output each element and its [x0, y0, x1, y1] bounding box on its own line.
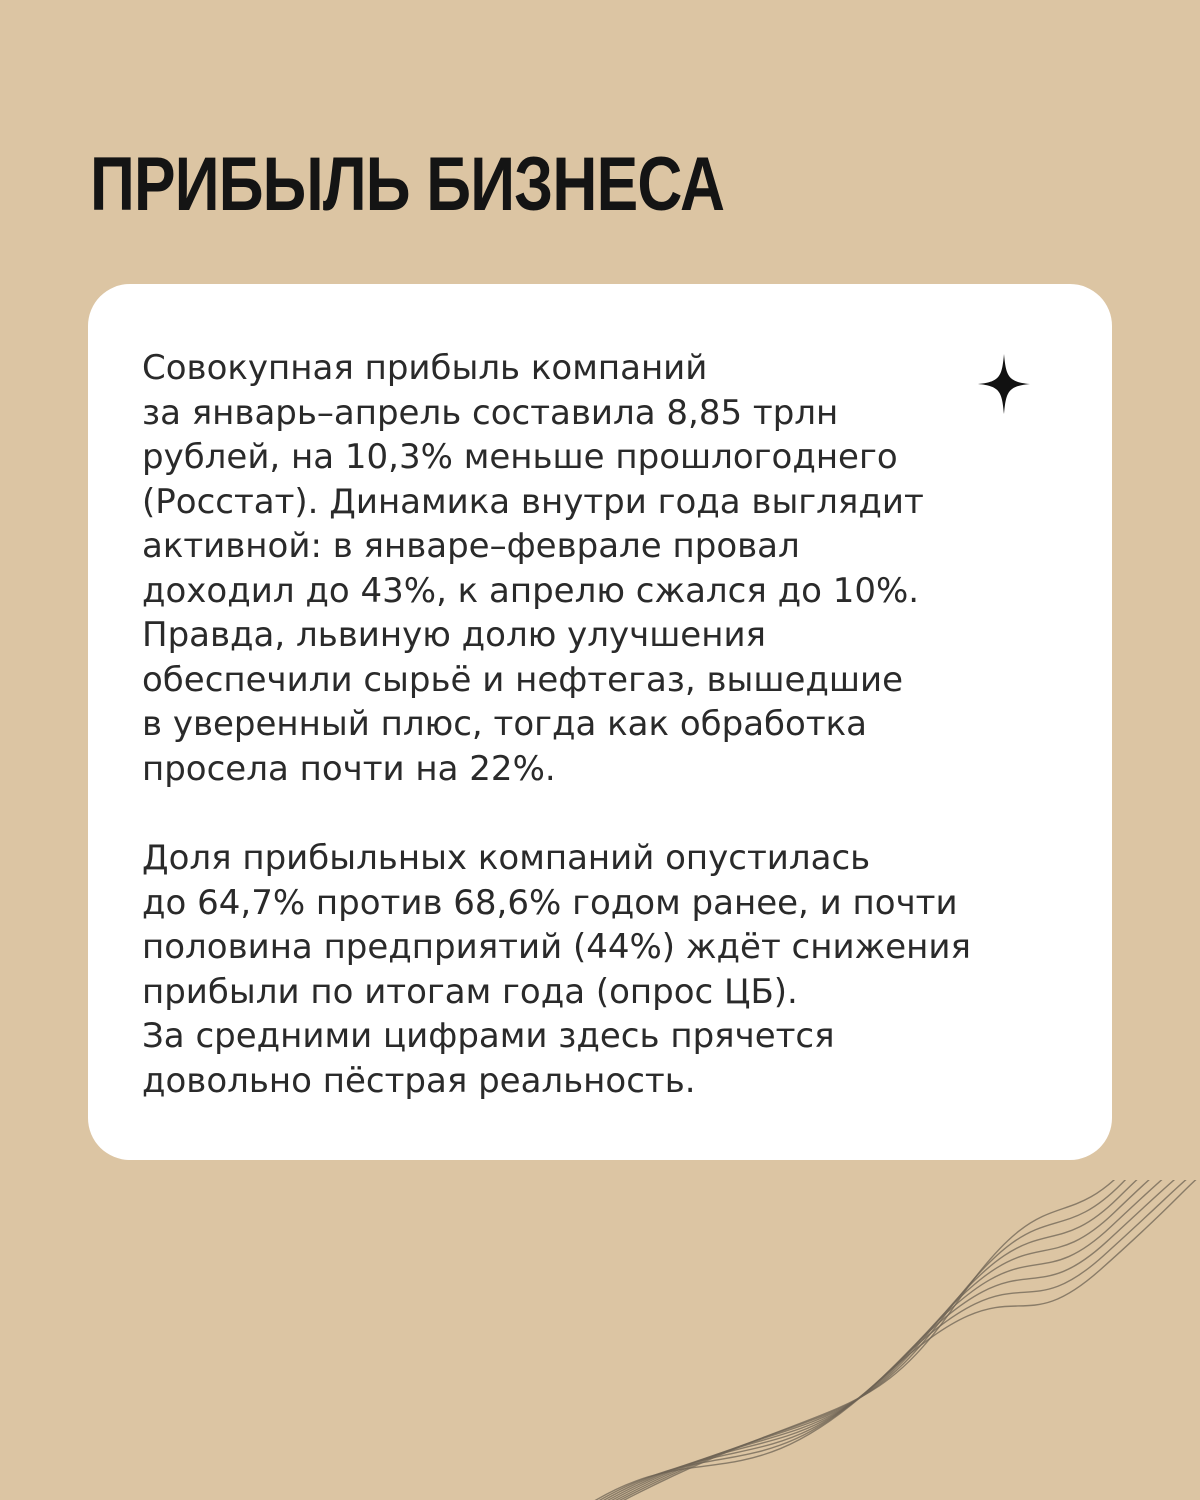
wave-line — [587, 1180, 1200, 1500]
paragraph-2: Доля прибыльных компаний опустилась до 64,7% против 68,6% годом ранее, и почти половина предприятий (44%) ждёт снижения прибыли по итогам года (опрос ЦБ). За средними цифрами здесь прячется довольно пёстрая реальность. — [142, 838, 971, 1101]
wave-line — [580, 1180, 1200, 1500]
paragraph-1: Совокупная прибыль компаний за январь–апрель составила 8,85 трлн рублей, на 10,3% меньше прошлогоднего (Росстат). Динамика внутри года выглядит активной: в январе–феврале провал доходил до 43%, к апрелю сжался до 10%. Правда, львиную долю улучшения обеспечили сырьё и нефтегаз, вышедшие в уверенный плюс, тогда как обработка просела почти на 22%. — [142, 348, 924, 789]
wave-lines-decoration — [580, 1180, 1200, 1500]
wave-line — [605, 1180, 1200, 1500]
wave-line — [584, 1180, 1200, 1500]
text-card — [88, 284, 1112, 1160]
page-title: ПРИБЫЛЬ БИЗНЕСА — [90, 142, 725, 227]
wave-line — [591, 1180, 1200, 1500]
